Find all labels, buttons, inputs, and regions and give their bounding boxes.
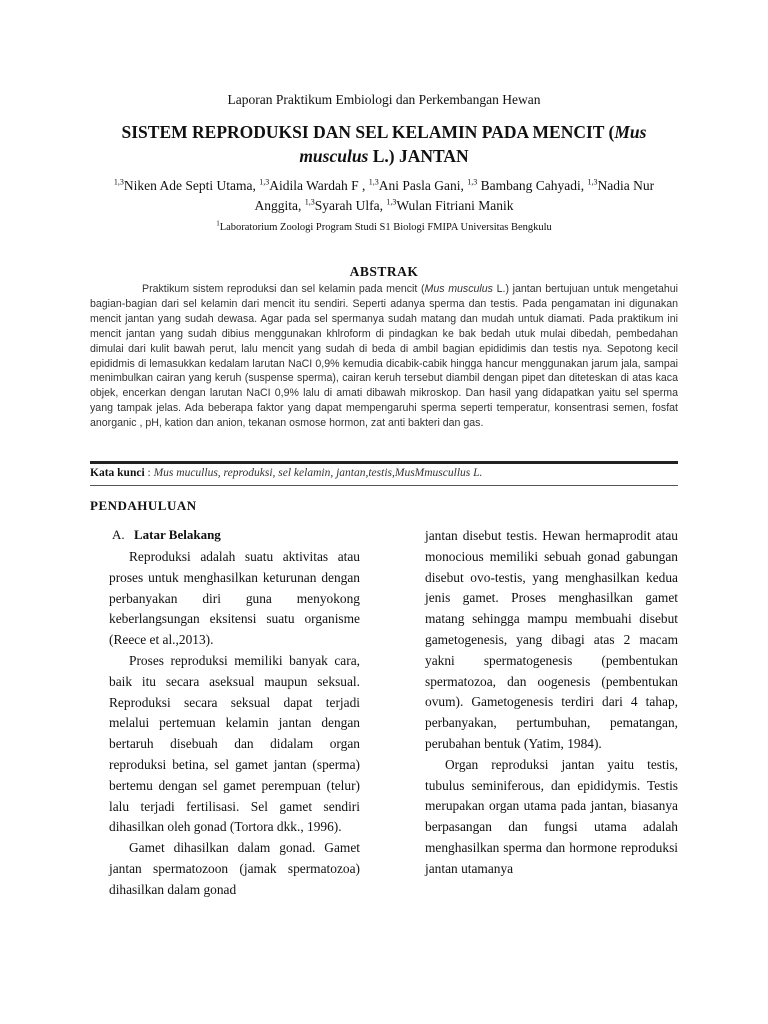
author-name: Nadia Nur Anggita,: [254, 178, 655, 213]
author-sup: 1,3: [368, 177, 379, 187]
affiliation-text: Laboratorium Zoologi Program Studi S1 Biologi FMIPA Universitas Bengkulu: [219, 222, 552, 233]
keywords-divider: [90, 485, 678, 486]
author-sup: 1,3: [259, 177, 270, 187]
keywords-label: Kata kunci: [90, 467, 145, 479]
abstract-species: Mus musculus: [424, 283, 493, 295]
section-heading: PENDAHULUAN: [90, 498, 197, 513]
author-sup: 1,3: [386, 197, 397, 207]
author-sup: 1,3: [304, 197, 315, 207]
affiliation-sup: 1: [216, 219, 220, 228]
subsection-title: Latar Belakang: [134, 527, 221, 542]
right-column: [425, 526, 678, 880]
author-name: Bambang Cahyadi,: [477, 178, 588, 193]
keywords: [90, 467, 678, 479]
abstract-divider: [90, 461, 678, 464]
title-species: Mus musculus: [299, 122, 647, 166]
abstract-paragraph: [90, 282, 678, 431]
author-sup: 1,3: [113, 177, 124, 187]
body-paragraph: Proses reproduksi memiliki banyak cara, baik itu secara aseksual maupun seksual. Reproduksi secara seksual dapat terjadi melalui pertemuan kelamin jantan dengan bertaruh disebuah dan didalam organ reproduksi betina, sel gamet jantan (sperma) bertemu dengan sel gamet perempuan (telur) lalu terjadi fertilisasi. Sel gamet sendiri dihasilkan oleh gonad (Tortora dkk., 1996).: [109, 652, 360, 835]
abstract-body: [90, 282, 678, 431]
author-name: Niken Ade Septi Utama,: [123, 178, 260, 193]
journal-name: Laporan Praktikum Embiologi dan Perkembangan Hewan: [227, 92, 541, 107]
subsection-number: A.: [112, 527, 125, 542]
body-paragraph: Organ reproduksi jantan yaitu testis, tubulus seminiferous, dan epididymis. Testis merupakan organ utama pada jantan, biasanya berpasangan dan fungsi utama adalah menghasilkan sperma dan hormone reproduksi jantan utamanya: [425, 756, 678, 876]
abstract-text-pre: Praktikum sistem reproduksi dan sel kelamin pada mencit (: [142, 283, 425, 295]
author-name: Syarah Ulfa,: [314, 198, 387, 213]
body-paragraph: Reproduksi adalah suatu aktivitas atau proses untuk menghasilkan keturunan dengan perbanyakan diri guna menyokong keberlangsungan eksitensi suatu organisme (Reece et al.,2013).: [109, 549, 360, 648]
author-sup: 1,3: [467, 177, 478, 187]
body-paragraph: Gamet dihasilkan dalam gonad. Gamet jantan spermatozoon (jamak spermatozoa) dihasilkan dalam gonad: [109, 840, 360, 897]
author-name: Ani Pasla Gani,: [378, 178, 468, 193]
author-name: Aidila Wardah F ,: [269, 178, 369, 193]
keywords-sep: :: [144, 467, 154, 479]
left-column: [109, 547, 360, 901]
affiliation: [0, 219, 768, 233]
author-list: [100, 176, 668, 216]
keywords-text: Mus mucullus, reproduksi, sel kelamin, jantan,testis,MusMmuscullus L.: [153, 467, 483, 479]
subsection-heading: [112, 527, 221, 543]
author-sup: 1,3: [587, 177, 598, 187]
abstract-text-post: L.) jantan bertujuan untuk mengetahui bagian-bagian dari sel kelamin dari mencit itu sendiri. Seperti adanya sperma dan testis. Pada pengamatan ini digunakan mencit jantan yang sudah dewasa. Agar pada sel spermanya sudah matang dan mudah untuk diamati. Pada praktikum ini mencit jantan yang sudah dibius menggunakan khlroform di pindagkan ke bak bedah utuk mulai dibedah, pembedahan dimulai dari kulit bawah perut, lalu mencit yang sudah di beda di ambil bagian epididimis dan testis nya. Sepotong kecil epididmis di lemasukkan kedalam larutan NaCI 0,9% kemudia dicabik-cabik hingga hancur menggunakan jarum jala, sampai menimbulkan cairan yang keruh (suspense sperma), cairan keruh tersebut diambil dengan pipet dan diteteskan di atas kaca objek, encerkan dengan larutan NaCI 0,9% lalu di amati dibawah mikroskop. Dan hasil yang didapatkan yaitu sel sperma yang tampak jelas. Ada beberapa faktor yang dapat mempengaruhi sperma seperti temperatur, konsentrasi semen, fosfat anorganic , pH, kation dan anion, tekanan osmose hormon, zat anti bakteri dan gas.: [90, 283, 678, 430]
paper-title: [95, 120, 673, 168]
abstract-heading: ABSTRAK: [349, 264, 419, 279]
body-paragraph: jantan disebut testis. Hewan hermaprodit atau monocious memiliki sebuah gonad gabungan disebut ovo-testis, yang menghasilkan kedua jenis gamet. Proses menghasilkan gamet matang sehingga mampu membuahi disebut gametogenesis, yang dibagi atas 2 macam yakni spermatogenesis (pembentukan spermatozoa, dan oogenesis (pembentukan ovum). Gametogenesis terdiri dari 4 tahap, perbanyakan, pertumbuhan, pematangan, perubahan bentuk (Yatim, 1984).: [425, 528, 678, 751]
author-name: Wulan Fitriani Manik: [396, 198, 514, 213]
title-text-post: L.) JANTAN: [368, 146, 469, 166]
title-text-pre: SISTEM REPRODUKSI DAN SEL KELAMIN PADA MENCIT (: [121, 122, 615, 142]
